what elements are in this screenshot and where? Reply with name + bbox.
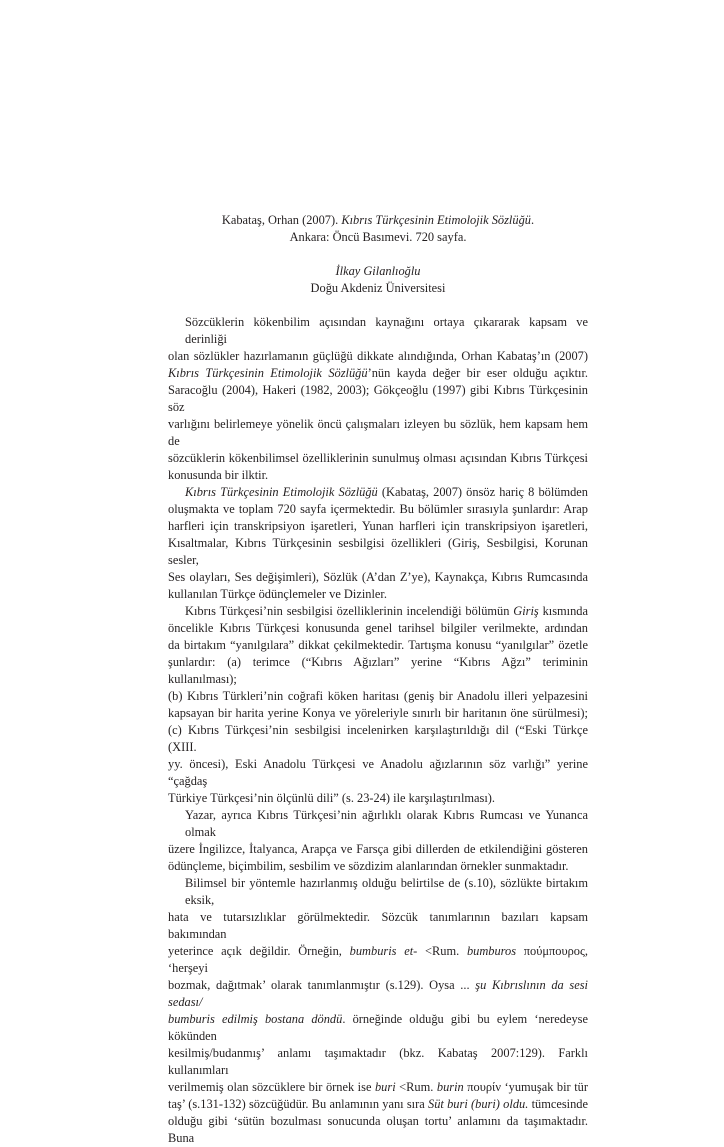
italic-text: bumburos xyxy=(466,944,517,958)
text-run: oluşmakta ve toplam 720 sayfa içermektedir. Bu bölümler sırasıyla şunlardır: Arap xyxy=(168,502,588,516)
text-run: (b) Kıbrıs Türkleri’nin coğrafi köken haritası (geniş bir Anadolu illeri yelpazesini xyxy=(168,689,588,703)
body-paragraph xyxy=(168,807,588,875)
text-run: da birtakım “yanılgılara” dikkat çekilmektedir. Tartışma konusu “yanılgılar” özetle xyxy=(168,638,588,652)
text-line xyxy=(168,348,588,365)
text-run: Kısaltmalar, Kıbrıs Türkçesinin sesbilgisi özellikleri (Giriş, Sesbilgisi, Korunan sesler, xyxy=(168,536,588,567)
text-line xyxy=(168,382,588,416)
text-run: ’nün kayda değer bir eser olduğu açıktır. xyxy=(367,366,589,380)
text-run: kısmında xyxy=(538,604,588,618)
text-line xyxy=(168,484,588,501)
text-line xyxy=(168,841,588,858)
italic-text: bumburis edilmiş bostana döndü xyxy=(168,1012,343,1026)
text-run: öncelikle Kıbrıs Türkçesi konusunda genel tarihsel bilgiler verilmekte, ardından xyxy=(168,621,588,635)
text-line xyxy=(168,807,588,841)
text-line xyxy=(168,637,588,654)
text-run: <Rum. xyxy=(395,1080,437,1094)
text-line xyxy=(168,722,588,756)
text-run: harfleri için transkripsiyon işaretleri, Yunan harfleri için transkripsiyon işaretleri, xyxy=(168,519,588,533)
text-run: kullanılan Türkçe ödünçlemeler ve Dizinler. xyxy=(168,587,387,601)
italic-text: burin xyxy=(436,1080,464,1094)
text-line xyxy=(168,518,588,535)
text-run: Yazar, ayrıca Kıbrıs Türkçesi’nin ağırlıklı olarak Kıbrıs Rumcası ve Yunanca olmak xyxy=(185,808,588,839)
text-line xyxy=(168,1096,588,1113)
text-line xyxy=(168,603,588,620)
text-line xyxy=(168,365,588,382)
text-line xyxy=(168,1079,588,1096)
italic-text: Giriş xyxy=(513,604,539,618)
text-run: πουρίν ‘yumuşak bir tür xyxy=(463,1080,588,1094)
text-run: Saracoğlu (2004), Hakeri (1982, 2003); Gökçeoğlu (1997) gibi Kıbrıs Türkçesinin söz xyxy=(168,383,588,414)
text-line xyxy=(168,586,588,603)
italic-text: şu Kıbrıslının da sesi sedası/ xyxy=(168,978,588,1009)
text-line xyxy=(168,909,588,943)
text-run: verilmemiş olan sözcüklere bir örnek ise xyxy=(168,1080,375,1094)
body-paragraph xyxy=(168,875,588,1147)
text-line xyxy=(168,467,588,484)
text-run: kesilmiş/budanmış’ anlamı taşımaktadır (bkz. Kabataş 2007:129). Farklı kullanımları xyxy=(168,1046,588,1077)
text-run: tümcesinde xyxy=(528,1097,588,1111)
text-run: hata ve tutarsızlıklar görülmektedir. Sözcük tanımlarının bazıları kapsam bakımından xyxy=(168,910,588,941)
text-run: konusunda bir ilktir. xyxy=(168,468,269,482)
text-run: şunlardır: (a) terimce (“Kıbrıs Ağızları” yerine “Kıbrıs Ağzı” teriminin kullanılması); xyxy=(168,655,588,686)
citation-line-1 xyxy=(168,212,588,229)
text-run: Ses olayları, Ses değişimleri), Sözlük (A’dan Z’ye), Kaynakça, Kıbrıs Rumcasında xyxy=(168,570,588,584)
text-run: olduğu gibi ‘sütün bozulması sonucunda oluşan tortu’ anlamını da taşımaktadır. Buna xyxy=(168,1114,588,1145)
italic-text: Süt buri (buri) oldu. xyxy=(428,1097,529,1111)
text-run: (Kabataş, 2007) önsöz hariç 8 bölümden xyxy=(377,485,588,499)
text-run: (c) Kıbrıs Türkçesi’nin sesbilgisi incelenirken karşılaştırıldığı dil (“Eski Türkçe (XIII. xyxy=(168,723,588,754)
text-line xyxy=(168,450,588,467)
italic-text: Kıbrıs Türkçesinin Etimolojik Sözlüğü xyxy=(185,485,378,499)
text-run: Sözcüklerin kökenbilim açısından kaynağını ortaya çıkararak kapsam ve derinliği xyxy=(185,315,588,346)
text-line xyxy=(168,977,588,1011)
text-line xyxy=(168,1113,588,1147)
text-line xyxy=(168,416,588,450)
text-line xyxy=(168,1011,588,1045)
text-run: yeterince açık değildir. Örneğin, xyxy=(168,944,350,958)
text-run: sözcüklerin kökenbilimsel özelliklerinin sunulmuş olması açısından Kıbrıs Türkçesi xyxy=(168,451,588,465)
body-paragraph xyxy=(168,314,588,484)
review-body xyxy=(168,314,588,1147)
text-line xyxy=(168,875,588,909)
citation-line-2: Ankara: Öncü Basımevi. 720 sayfa. xyxy=(289,230,467,244)
text-line xyxy=(168,501,588,518)
text-line xyxy=(168,620,588,637)
document-page xyxy=(168,212,588,1147)
text-run: <Rum. xyxy=(417,944,467,958)
reviewer-name-text: İlkay Gilanlıoğlu xyxy=(335,264,421,278)
text-run: Kıbrıs Türkçesi’nin sesbilgisi özelliklerinin incelendiği bölümün xyxy=(185,604,514,618)
reviewer-block xyxy=(168,263,588,297)
text-line xyxy=(168,705,588,722)
text-run: Bilimsel bir yöntemle hazırlanmış olduğu belirtilse de (s.10), sözlükte birtakım eksik, xyxy=(185,876,588,907)
italic-text: Kıbrıs Türkçesinin Etimolojik Sözlüğü xyxy=(168,366,368,380)
text-run: üzere İngilizce, İtalyanca, Arapça ve Farsça gibi dillerden de etkilendiğini gösteren xyxy=(168,842,588,856)
text-line xyxy=(168,790,588,807)
text-line xyxy=(168,654,588,688)
book-citation xyxy=(168,212,588,246)
citation-period: . xyxy=(530,213,535,227)
text-run: kapsayan bir harita yerine Konya ve yöreleriyle sınırlı bir haritanın öne sürülmesi); xyxy=(168,706,588,720)
text-run: bozmak, dağıtmak’ olarak tanımlanmıştır (s.129). Oysa ... xyxy=(168,978,476,992)
text-line xyxy=(168,535,588,569)
text-run: taş’ (s.131-132) sözcüğüdür. Bu anlamının yanı sıra xyxy=(168,1097,429,1111)
text-run: olan sözlükler hazırlamanın güçlüğü dikkate alındığında, Orhan Kabataş’ın (2007) xyxy=(168,349,588,363)
text-line xyxy=(168,688,588,705)
italic-text: buri xyxy=(374,1080,396,1094)
body-paragraph xyxy=(168,603,588,807)
citation-book-title: Kıbrıs Türkçesinin Etimolojik Sözlüğü xyxy=(341,213,531,227)
text-run: Türkiye Türkçesi’nin ölçünlü dili” (s. 23-24) ile karşılaştırılması). xyxy=(168,791,496,805)
text-run: yy. öncesi), Eski Anadolu Türkçesi ve Anadolu ağızlarının söz varlığı” yerine “çağdaş xyxy=(168,757,588,788)
citation-author-year: Kabataş, Orhan (2007). xyxy=(221,213,342,227)
text-line xyxy=(168,943,588,977)
text-run: . örneğinde olduğu gibi bu eylem ‘neredeyse kökünden xyxy=(168,1012,588,1043)
reviewer-name xyxy=(168,263,588,280)
text-run: ödünçleme, biçimbilim, sesbilim ve sözdizim alanlarından örnekler sunmaktadır. xyxy=(168,859,569,873)
text-line xyxy=(168,1045,588,1079)
text-run: πούμπουρος, ‘herşeyi xyxy=(168,944,588,975)
text-line xyxy=(168,569,588,586)
text-line xyxy=(168,858,588,875)
text-line xyxy=(168,314,588,348)
text-run: varlığını belirlemeye yönelik öncü çalışmaları izleyen bu sözlük, hem kapsam hem de xyxy=(168,417,588,448)
body-paragraph xyxy=(168,484,588,603)
reviewer-affiliation: Doğu Akdeniz Üniversitesi xyxy=(310,281,446,295)
text-line xyxy=(168,756,588,790)
italic-text: bumburis et- xyxy=(349,944,418,958)
